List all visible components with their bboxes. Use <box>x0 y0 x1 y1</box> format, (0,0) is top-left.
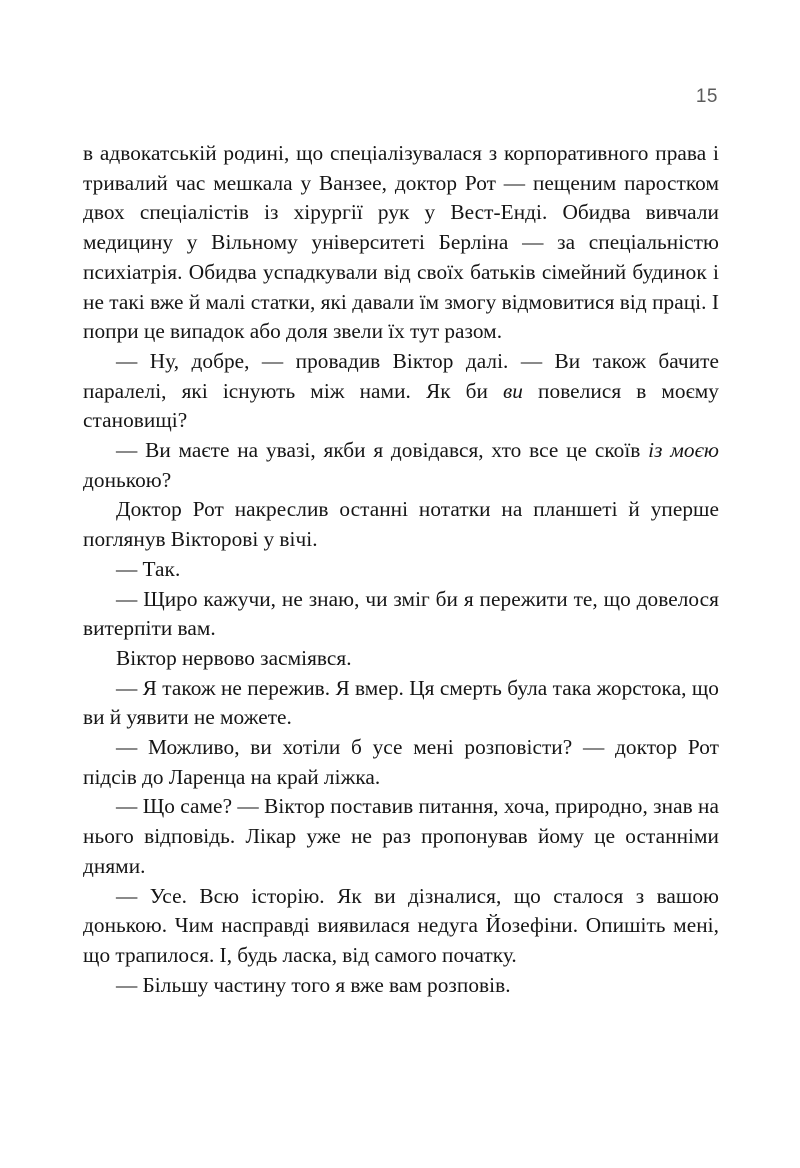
paragraph: — Усе. Всю історію. Як ви дізналися, що сталося з вашою донькою. Чим насправді виявилася недуга Йозефіни. Опишіть мені, що трапилося. І, будь ласка, від самого початку. <box>83 883 719 967</box>
emphasis-text: ви <box>503 378 524 403</box>
paragraph: — Так. <box>116 556 181 581</box>
emphasis-text: із моєю <box>648 438 719 463</box>
paragraph: — Щиро кажучи, не знаю, чи зміг би я пережити те, що довелося витерпіти вам. <box>83 586 719 641</box>
paragraph: Доктор Рот накреслив останні нотатки на планшеті й уперше поглянув Вікторові у вічі. <box>83 497 719 552</box>
paragraph: — Більшу частину того я вже вам розповів. <box>116 972 511 997</box>
body-text-block <box>83 139 719 1000</box>
paragraph: — Що саме? — Віктор поставив питання, хоча, природно, знав на нього відповідь. Лікар уже не раз пропонував йому це останніми днями. <box>83 794 719 878</box>
paragraph: — Я також не пережив. Я вмер. Ця смерть була така жорстока, що ви й уявити не можете. <box>83 675 719 730</box>
paragraph: — Ви маєте на увазі, якби я довідався, хто все це скоїв із моєю донькою? <box>83 438 719 492</box>
paragraph: в адвокатській родині, що спеціалізувалася з корпоративного права і тривалий час мешкала у Ванзее, доктор Рот — пещеним паростком двох спеціалістів із хірургії рук у Вест-Енді. Обидва вивчали медицину у Вільному університеті Берліна — за спеціальністю психіатрія. Обидва успадкували від своїх батьків сімейний будинок і не такі вже й малі статки, які давали їм змогу відмовитися від праці. І попри це випадок або доля звели їх тут разом. <box>83 141 719 344</box>
page-number: 15 <box>695 86 718 107</box>
paragraph: — Ну, добре, — провадив Віктор далі. — Ви також бачите паралелі, які існують між нами. Як би ви повелися в моєму становищі? <box>83 348 719 433</box>
paragraph: — Можливо, ви хотіли б усе мені розповісти? — доктор Рот підсів до Ларенца на край ліжка. <box>83 735 719 789</box>
paragraph: Віктор нервово засміявся. <box>116 645 352 670</box>
